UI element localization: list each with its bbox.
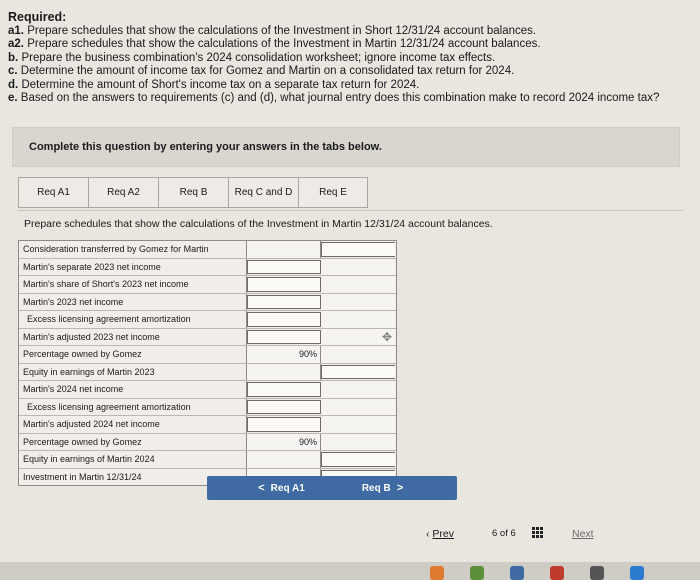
row-label: Percentage owned by Gomez: [19, 434, 247, 451]
row-label: Equity in earnings of Martin 2023: [19, 364, 247, 381]
percentage-cell: 90%: [247, 434, 321, 451]
table-row: [19, 380, 396, 398]
amount-cell: [321, 276, 395, 293]
requirement-c: c. Determine the amount of income tax for Gomez and Martin on a consolidated tax return for 2024.: [8, 65, 515, 78]
app-icon[interactable]: [630, 566, 644, 580]
table-row: [19, 293, 396, 311]
amount-input[interactable]: [247, 400, 321, 415]
table-row: [19, 363, 396, 381]
table-row: [19, 258, 396, 276]
investment-schedule: [18, 240, 397, 486]
app-icon[interactable]: [550, 566, 564, 580]
app-icon[interactable]: [430, 566, 444, 580]
row-label: Martin's share of Short's 2023 net income: [19, 276, 247, 293]
amount-cell: [321, 381, 395, 398]
table-row: [19, 398, 396, 416]
app-icon[interactable]: [510, 566, 524, 580]
amount-input[interactable]: [247, 312, 321, 327]
table-row: [19, 415, 396, 433]
requirement-e: e. Based on the answers to requirements (c) and (d), what journal entry does this combination make to record 2024 income tax?: [8, 92, 660, 105]
row-label: Martin's adjusted 2024 net income: [19, 416, 247, 433]
table-row: [19, 433, 396, 451]
amount-cell: [321, 416, 395, 433]
amount-cell: [321, 434, 395, 451]
requirements-title: Required:: [8, 10, 67, 24]
amount-cell: [247, 241, 321, 258]
amount-input[interactable]: [321, 452, 395, 467]
row-label: Percentage owned by Gomez: [19, 346, 247, 363]
table-row: [19, 275, 396, 293]
amount-input[interactable]: [247, 260, 321, 275]
amount-cell: [321, 259, 395, 276]
move-cursor-icon: ✥: [381, 329, 392, 344]
next-req-b-button[interactable]: [314, 476, 457, 500]
amount-input[interactable]: [247, 277, 321, 292]
prev-page-link[interactable]: ‹ Prev: [426, 528, 455, 540]
tab-req-b[interactable]: Req B: [158, 177, 228, 208]
amount-cell: [321, 346, 395, 363]
amount-cell: [321, 329, 395, 346]
row-label: Investment in Martin 12/31/24: [19, 469, 247, 486]
tab-req-a1[interactable]: Req A1: [18, 177, 88, 208]
table-row: [19, 310, 396, 328]
requirement-d: d. Determine the amount of Short's income tax on a separate tax return for 2024.: [8, 78, 420, 91]
grid-icon[interactable]: [532, 527, 543, 538]
amount-cell: [321, 399, 395, 416]
instruction-text: Prepare schedules that show the calculations of the Investment in Martin 12/31/24 account balances.: [24, 218, 493, 230]
complete-question-bar: Complete this question by entering your answers in the tabs below.: [12, 127, 680, 167]
tab-req-a2[interactable]: Req A2: [88, 177, 158, 208]
requirement-a1: a1. Prepare schedules that show the calculations of the Investment in Short 12/31/24 account balances.: [8, 25, 537, 37]
amount-cell: [247, 364, 321, 381]
row-label: Excess licensing agreement amortization: [19, 399, 247, 416]
requirement-tabs: [18, 177, 368, 210]
amount-cell: [247, 451, 321, 468]
percentage-cell: 90%: [247, 346, 321, 363]
amount-input[interactable]: [247, 295, 321, 310]
chevron-right-icon: >: [396, 482, 404, 494]
requirement-a2: a2. Prepare schedules that show the calculations of the Investment in Martin 12/31/24 account balances.: [8, 38, 541, 51]
row-label: Excess licensing agreement amortization: [19, 311, 247, 328]
table-row: [19, 345, 396, 363]
requirement-b: b. Prepare the business combination's 2024 consolidation worksheet; ignore income tax effects.: [8, 51, 496, 64]
table-row: [19, 450, 396, 468]
page-count: 6 of 6: [492, 528, 516, 539]
row-label: Martin's separate 2023 net income: [19, 259, 247, 276]
tab-panel-divider: [18, 210, 683, 211]
table-row: [19, 241, 396, 258]
amount-input[interactable]: [247, 417, 321, 432]
amount-input[interactable]: [247, 382, 321, 397]
amount-input[interactable]: [247, 330, 321, 345]
app-icon[interactable]: [590, 566, 604, 580]
chevron-left-icon: ‹: [426, 528, 430, 540]
requirements-block: [8, 10, 698, 105]
row-label: Consideration transferred by Gomez for Martin: [19, 241, 247, 258]
row-label: Equity in earnings of Martin 2024: [19, 451, 247, 468]
amount-cell: [321, 294, 395, 311]
row-label: Martin's adjusted 2023 net income: [19, 329, 247, 346]
taskbar: [0, 562, 700, 580]
chevron-left-icon: <: [258, 482, 265, 494]
tab-req-c-and-d[interactable]: Req C and D: [228, 177, 298, 208]
app-icon[interactable]: [470, 566, 484, 580]
amount-cell: [321, 311, 395, 328]
next-page-link[interactable]: Next: [572, 528, 594, 540]
amount-input[interactable]: [321, 365, 395, 380]
row-label: Martin's 2023 net income: [19, 294, 247, 311]
prev-button-label: Req A1: [270, 482, 305, 494]
table-row: [19, 328, 396, 346]
amount-input[interactable]: [321, 242, 395, 257]
next-button-label: Req B: [361, 482, 391, 494]
row-label: Martin's 2024 net income: [19, 381, 247, 398]
tab-req-e[interactable]: Req E: [298, 177, 368, 208]
